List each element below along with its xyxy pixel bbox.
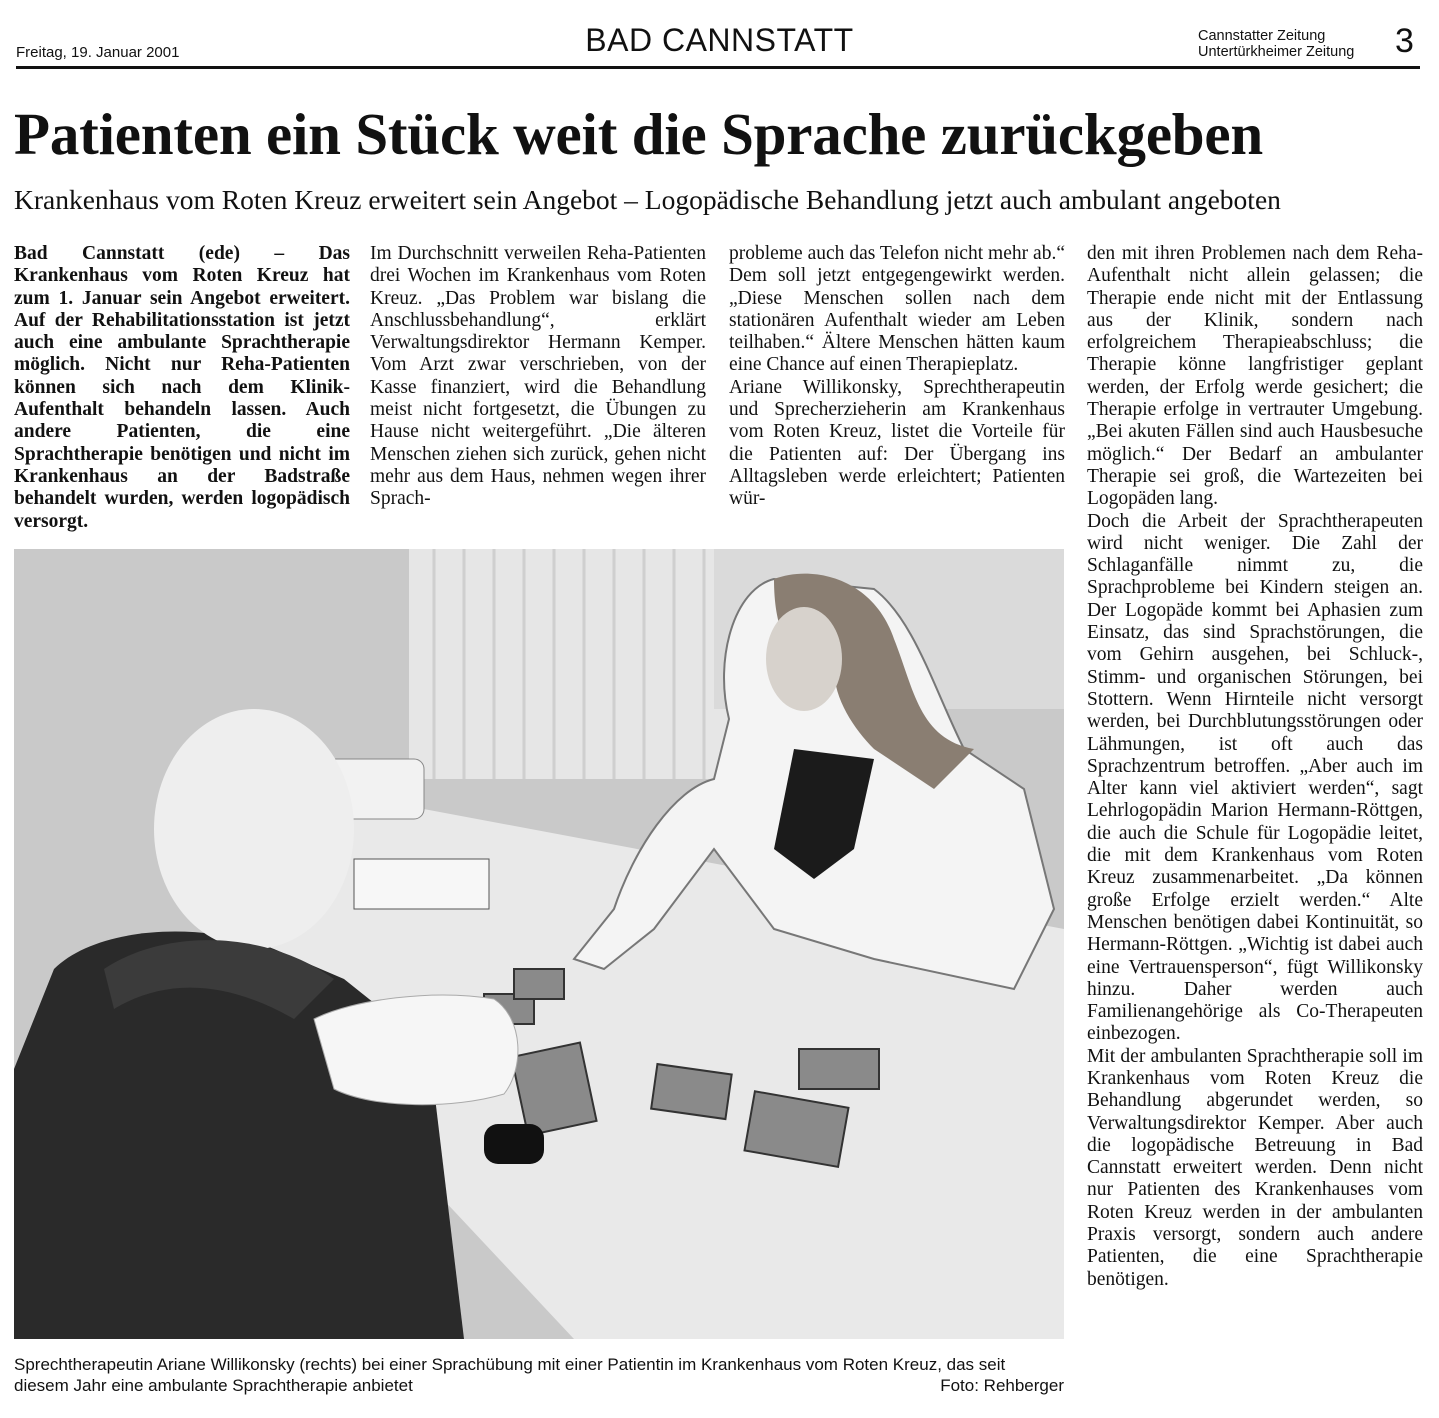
dark-object xyxy=(484,1124,544,1164)
masthead-divider xyxy=(16,66,1420,69)
article-column-3 xyxy=(729,243,1065,511)
photo-scene xyxy=(14,549,1064,1339)
article-lead xyxy=(14,243,350,533)
photo-credit: Foto: Rehberger xyxy=(940,1376,1064,1395)
lead-paragraph: Bad Cannstatt (ede) – Das Krankenhaus vom Roten Kreuz hat zum 1. Januar sein Angebot erweitert. Auf der Rehabilitationsstation ist jetzt auch eine ambulante Sprachtherapie möglich. Nicht nur Reha-Patienten können sich nach dem Klinik-Aufenthalt behandeln lassen. Auch andere Patienten, die eine Sprachtherapie benötigen und nicht im Krankenhaus an der Badstraße behandelt wurden, werden logopädisch versorgt. xyxy=(14,243,350,532)
article-photo xyxy=(14,549,1064,1339)
body-paragraph: probleme auch das Telefon nicht mehr ab.“ Dem soll jetzt entgegengewirkt werden. „Diese Menschen sollen nach dem stationären Aufenthalt wieder am Leben teilhaben.“ Ältere Menschen hätten kaum eine Chance auf einen Therapieplatz. xyxy=(729,243,1065,376)
page-number: 3 xyxy=(1395,22,1414,60)
article-subheadline: Krankenhaus vom Roten Kreuz erweitert sein Angebot – Logopädische Behandlung jetzt auch ambulant angeboten xyxy=(14,184,1281,215)
newspaper-name: Untertürkheimer Zeitung xyxy=(1198,44,1355,60)
body-paragraph: den mit ihren Problemen nach dem Reha-Aufenthalt nicht allein gelassen; die Therapie ende nicht mit der Entlassung aus der Klinik, sondern nach erfolgreichem Therapieabschluss; die Therapie könne langfristiger geplant werden, der Erfolg werde gesichert; die Therapie erfolge in vertrauter Umgebung. „Bei akuten Fällen sind auch Hausbesuche möglich.“ Der Bedarf an ambulanter Therapie sei groß, die Wartezeiten bei Logopäden lang. xyxy=(1087,243,1423,510)
photo-caption xyxy=(14,1354,1064,1396)
towel xyxy=(314,995,518,1105)
body-paragraph: Doch die Arbeit der Sprachtherapeuten wird nicht weniger. Die Zahl der Schlaganfälle nimmt zu, die Sprachprobleme bei Kindern steigen an. Der Logopäde kommt bei Aphasien zum Einsatz, das sind Sprachstörungen, die vom Gehirn ausgehen, bei Schluck-, Stimm- und organischen Störungen, bei Stottern. Wenn Hirnteile nicht versorgt werden, bei Durchblutungsstörungen oder Lähmungen, ist oft auch das Sprachzentrum betroffen. „Aber auch im Alter kann viel aktiviert werden“, sagt Lehrlogopädin Marion Hermann-Röttgen, die auch die Schule für Logopädie leitet, die mit dem Krankenhaus vom Roten Kreuz zusammenarbeitet. „Da können große Erfolge erzielt werden.“ Alte Menschen benötigen dabei Kontinuität, so Hermann-Röttgen. „Wichtig ist dabei auch eine Vertrauensperson“, fügt Willikonsky hinzu. Daher werden auch Familienangehörige als Co-Therapeuten einbezogen. xyxy=(1087,510,1423,1045)
body-paragraph: Im Durchschnitt verweilen Reha-Patienten drei Wochen im Krankenhaus vom Roten Kreuz. „Das Problem war bislang die Anschlussbehandlung“, erklärt Verwaltungsdirektor Hermann Kemper. Vom Arzt zwar verschrieben, von der Kasse finanziert, wird die Behandlung meist nicht fortgesetzt, die Übungen zu Hause nicht weitergeführt. „Die älteren Menschen ziehen sich zurück, gehen nicht mehr aus dem Haus, nehmen wegen ihrer Sprach- xyxy=(370,243,706,510)
body-paragraph: Ariane Willikonsky, Sprechtherapeutin und Sprecherzieherin am Krankenhaus vom Roten Kreuz, listet die Vorteile für die Patienten auf: Der Übergang ins Alltagsleben werde erleichtert; Patienten wür- xyxy=(729,376,1065,510)
issue-date: Freitag, 19. Januar 2001 xyxy=(16,44,180,61)
newspaper-names xyxy=(1198,28,1354,60)
caption-text: Sprechtherapeutin Ariane Willikonsky (rechts) bei einer Sprachübung mit einer Patientin im Krankenhaus vom Roten Kreuz, das seit diesem Jahr eine ambulante Sprachtherapie anbietet xyxy=(14,1355,1006,1395)
article-column-4 xyxy=(1087,243,1423,1291)
section-title: BAD CANNSTATT xyxy=(585,22,854,58)
article-column-2 xyxy=(370,243,706,511)
curtain xyxy=(409,549,739,779)
card-holder xyxy=(354,859,489,909)
article-headline: Patienten ein Stück weit die Sprache zurückgeben xyxy=(14,101,1264,167)
body-paragraph: Mit der ambulanten Sprachtherapie soll im Krankenhaus vom Roten Kreuz die Behandlung abgerundet werden, so Verwaltungsdirektor Kemper. Aber auch die logopädische Betreuung in Bad Cannstatt erweitert werden. Denn nicht nur Patienten des Krankenhauses vom Roten Kreuz werden in der ambulanten Praxis versorgt, sondern auch andere Patienten, die eine Sprachtherapie benötigen. xyxy=(1087,1045,1423,1290)
newspaper-name: Cannstatter Zeitung xyxy=(1198,28,1326,44)
